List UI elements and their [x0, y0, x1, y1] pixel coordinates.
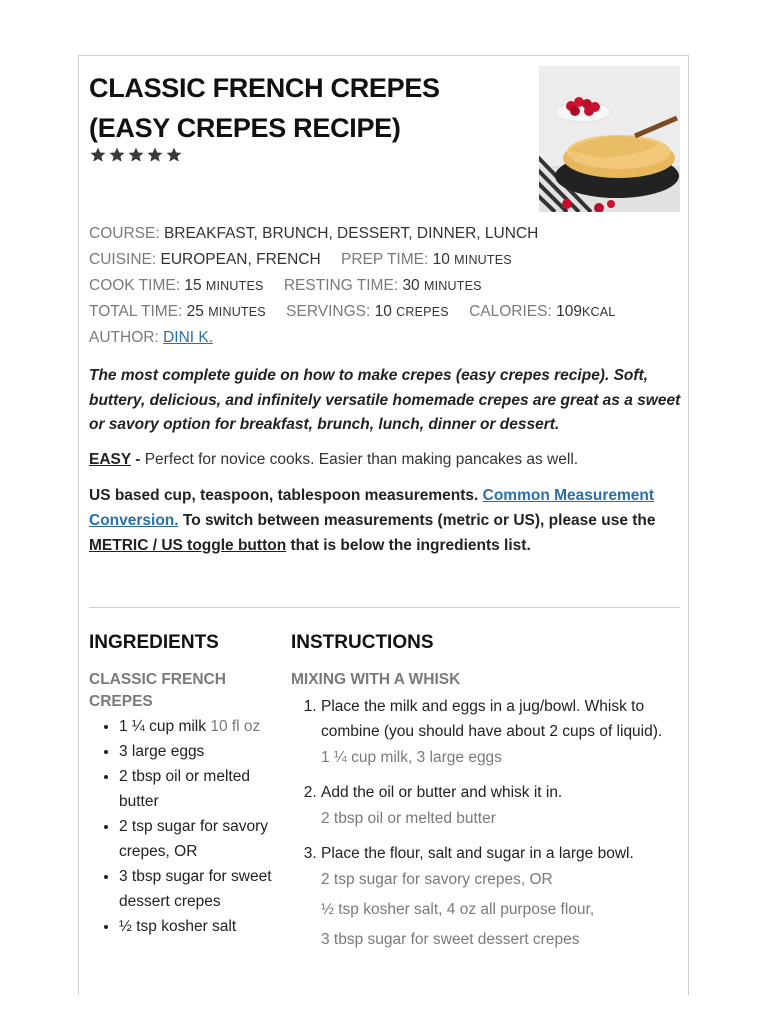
ingredient-note: 10 fl oz [206, 718, 261, 735]
prep-time-label: PREP TIME: [341, 251, 429, 268]
recipe-summary: The most complete guide on how to make crepes (easy crepes recipe). Soft, buttery, delicious, and infinitely versatile homemade crepes are great as a sweet or savory option for breakfast, brunch, lunch, dinner or dessert. [89, 367, 681, 433]
ingredients-heading: INGREDIENTS [89, 632, 219, 653]
calories-unit: KCAL [581, 305, 616, 319]
star-icon[interactable] [146, 146, 164, 164]
recipe-card [78, 55, 689, 995]
section-divider [89, 607, 680, 608]
servings-value[interactable]: 10 [374, 303, 392, 320]
author-label: AUTHOR: [89, 329, 159, 346]
resting-time-unit: MINUTES [424, 279, 482, 293]
rating-stars[interactable] [89, 146, 183, 164]
measurement-note [89, 483, 684, 558]
cook-time-value: 15 [184, 277, 202, 294]
difficulty-text: Perfect for novice cooks. Easier than making pancakes as well. [144, 451, 579, 468]
cuisine-label: CUISINE: [89, 251, 157, 268]
measurement-text-2: To switch between measurements (metric or US), please use the [178, 512, 656, 529]
metric-us-toggle-link[interactable]: METRIC / US toggle button [89, 537, 287, 554]
recipe-title-line2: (EASY CREPES RECIPE) [89, 113, 401, 143]
ingredient-text: 1 ¼ cup milk [119, 718, 207, 735]
star-icon[interactable] [127, 146, 145, 164]
meta-row-author [89, 325, 679, 351]
ingredient-text: 2 tsp sugar for savory crepes, OR [119, 818, 269, 860]
ingredient-text: 3 tbsp sugar for sweet dessert crepes [119, 868, 272, 910]
recipe-title-line1: CLASSIC FRENCH CREPES [89, 73, 440, 103]
recipe-meta [89, 221, 679, 351]
cuisine-value: EUROPEAN, FRENCH [160, 251, 321, 268]
ingredient-text: ½ tsp kosher salt [119, 918, 237, 935]
star-icon[interactable] [89, 146, 107, 164]
instruction-ingredients: ½ tsp kosher salt, 4 oz all purpose flour, [321, 901, 595, 918]
ingredient-item [119, 764, 284, 814]
instruction-step [321, 694, 681, 770]
ingredient-item [119, 914, 284, 939]
course-label: COURSE: [89, 225, 160, 242]
difficulty-tag[interactable]: EASY [89, 451, 131, 468]
course-value: BREAKFAST, BRUNCH, DESSERT, DINNER, LUNCH [163, 225, 539, 242]
calories-label: CALORIES: [469, 303, 552, 320]
instruction-text: 1. Place the milk and eggs in a jug/bowl. Whisk to combine (you should have about 2 cups of liquid). [321, 698, 663, 740]
instruction-text: 2. Add the oil or butter and whisk it in. [321, 784, 563, 801]
ingredients-group-title: CLASSIC FRENCH CREPES [89, 671, 226, 710]
instructions-list [291, 694, 681, 962]
ingredient-item [119, 714, 284, 739]
difficulty-note [89, 448, 684, 472]
star-icon[interactable] [165, 146, 183, 164]
total-time-unit: MINUTES [208, 305, 266, 319]
ingredients-list [89, 714, 284, 939]
ingredient-item [119, 739, 284, 764]
ingredient-text: 2 tbsp oil or melted butter [119, 768, 250, 810]
instruction-text: 3. Place the flour, salt and sugar in a large bowl. [321, 845, 634, 862]
instruction-ingredients: 1 ¼ cup milk, 3 large eggs [321, 749, 502, 766]
resting-time-value: 30 [402, 277, 420, 294]
author-link[interactable]: DINI K. [163, 329, 214, 346]
prep-time-unit: MINUTES [454, 253, 512, 267]
measurement-conversion-link[interactable]: Common Measurement Conversion. [89, 487, 655, 529]
instruction-ingredients: 2 tsp sugar for savory crepes, OR [321, 871, 553, 888]
meta-row-course [89, 221, 679, 247]
measurement-text-3: that is below the ingredients list. [286, 537, 531, 554]
meta-row-total [89, 299, 679, 325]
star-icon[interactable] [108, 146, 126, 164]
calories-value: 109 [556, 303, 582, 320]
total-time-label: TOTAL TIME: [89, 303, 183, 320]
recipe-title [89, 68, 509, 148]
total-time-value: 25 [186, 303, 204, 320]
instructions-group-title: MIXING WITH A WHISK [291, 671, 461, 688]
difficulty-dash: - [130, 451, 145, 468]
meta-row-cuisine [89, 247, 679, 273]
prep-time-value: 10 [432, 251, 450, 268]
meta-row-cook [89, 273, 679, 299]
resting-time-label: RESTING TIME: [283, 277, 399, 294]
ingredient-item [119, 864, 284, 914]
instructions-heading: INSTRUCTIONS [291, 632, 434, 653]
cook-time-unit: MINUTES [205, 279, 264, 293]
crepes-photo [539, 66, 680, 212]
cook-time-label: COOK TIME: [89, 277, 181, 294]
instruction-step [321, 841, 681, 952]
servings-label: SERVINGS: [286, 303, 371, 320]
measurement-text-1: US based cup, teaspoon, tablespoon measurements. [89, 487, 483, 504]
instruction-step [321, 780, 681, 831]
instruction-ingredients: 3 tbsp sugar for sweet dessert crepes [321, 931, 580, 948]
ingredient-text: 3 large eggs [119, 743, 205, 760]
instruction-ingredients: 2 tbsp oil or melted butter [321, 810, 496, 827]
servings-unit: CREPES [396, 305, 449, 319]
ingredient-item [119, 814, 284, 864]
